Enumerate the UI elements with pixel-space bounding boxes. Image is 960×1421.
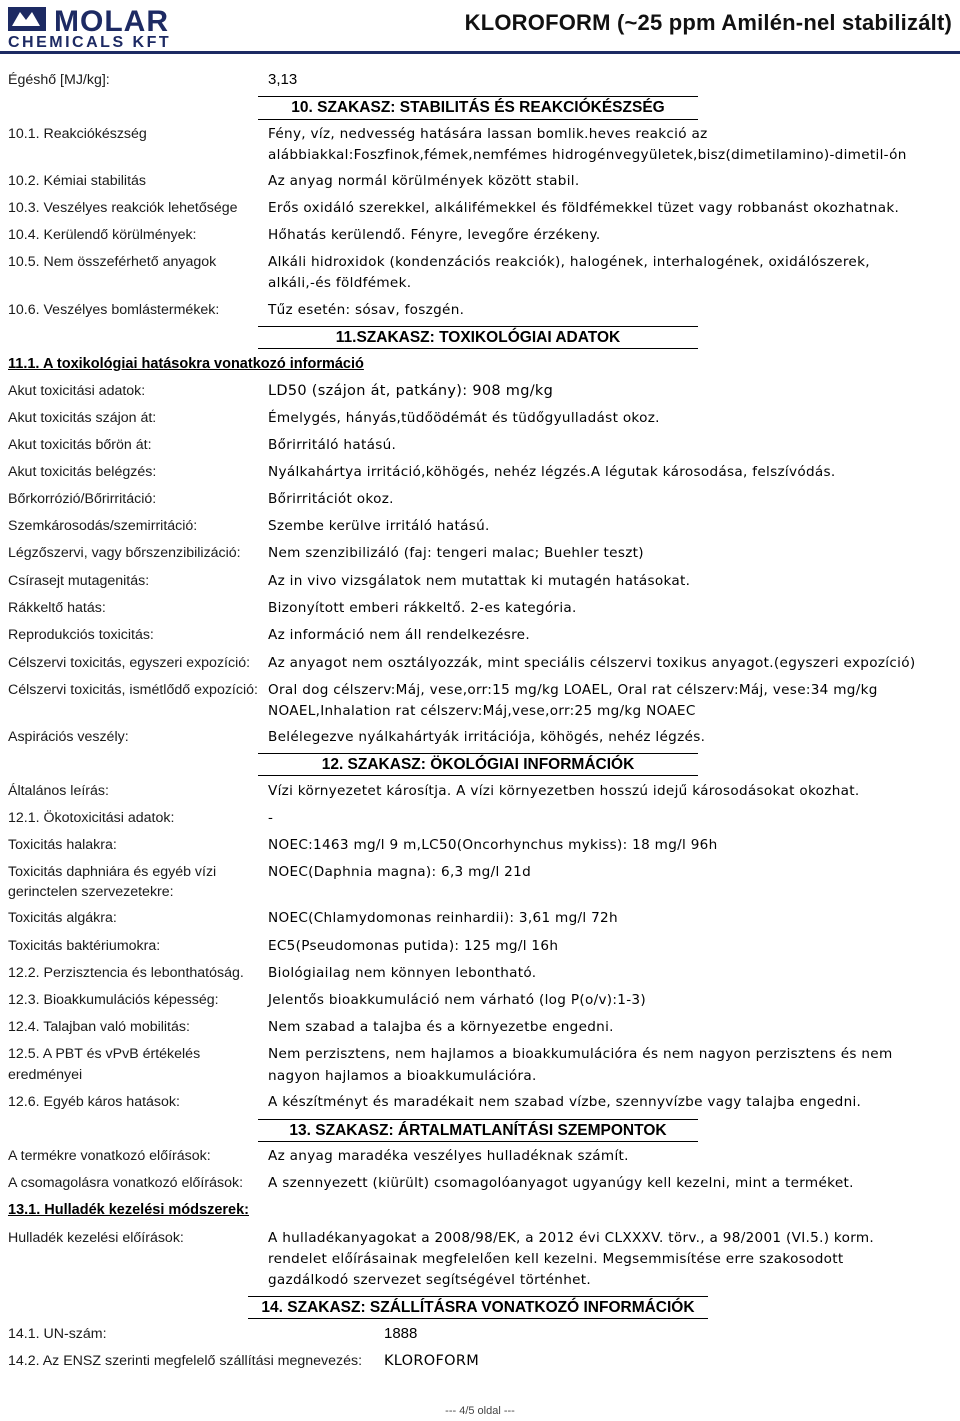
s10-value: Tűz esetén: sósav, foszgén. — [268, 302, 465, 318]
s11-value: Bőrirritáló hatású. — [268, 437, 397, 453]
s11-subheading: 11.1. A toxikológiai hatásokra vonatkozó információ — [8, 356, 364, 372]
s12-value: - — [268, 810, 274, 826]
s12-label: 12.3. Bioakkumulációs képesség: — [8, 992, 219, 1008]
svg-text:CHEMICALS KFT: CHEMICALS KFT — [8, 34, 172, 50]
s12-value: NOEC:1463 mg/l 9 m,LC50(Oncorhynchus mykiss): 18 mg/l 96h — [268, 837, 718, 853]
s12-label-cont: eredményei — [8, 1067, 83, 1083]
s12-value-cont: nagyon hajlamos a bioakkumulációra. — [268, 1068, 537, 1084]
waste-text: A hulladékanyagokat a 2008/98/EK, a 2012 évi CLXXXV. törv., a 98/2001 (VI.5.) korm. — [268, 1230, 875, 1246]
s12-value: Jelentős bioakkumuláció nem várható (log P(o/v):1-3) — [268, 992, 646, 1008]
s11-label: Szemkárosodás/szemirritáció: — [8, 518, 198, 534]
s11-label: Bőrkorrózió/Bőrirritáció: — [8, 491, 157, 507]
section-13-heading: 13. SZAKASZ: ÁRTALMATLANÍTÁSI SZEMPONTOK — [258, 1119, 698, 1142]
s12-label: 12.6. Egyéb káros hatások: — [8, 1094, 180, 1110]
s12-label: 12.4. Talajban való mobilitás: — [8, 1019, 190, 1035]
section-12-heading: 12. SZAKASZ: ÖKOLÓGIAI INFORMÁCIÓK — [258, 753, 698, 776]
s10-label: 10.3. Veszélyes reakciók lehetősége — [8, 200, 238, 216]
s12-label: Toxicitás daphniára és egyéb vízi — [8, 864, 217, 880]
section-14-heading: 14. SZAKASZ: SZÁLLÍTÁSRA VONATKOZÓ INFORMÁCIÓK — [248, 1296, 708, 1319]
s13-subheading: 13.1. Hulladék kezelési módszerek: — [8, 1202, 249, 1218]
calorific-label: Égéshő [MJ/kg]: — [8, 72, 110, 88]
s12-value: A készítményt és maradékait nem szabad vízbe, szennyvízbe vagy talajba engedni. — [268, 1094, 862, 1110]
s10-value: Hőhatás kerülendő. Fényre, levegőre érzékeny. — [268, 227, 601, 243]
header-divider — [0, 51, 960, 54]
s12-label: Általános leírás: — [8, 783, 109, 799]
waste-text: rendelet előírásainak megfelelően kell kezelni. Megsemmisítése erre szakosodott — [268, 1251, 844, 1267]
s13-value: Az anyag maradéka veszélyes hulladéknak számít. — [268, 1148, 629, 1164]
s12-label: 12.2. Perzisztencia és lebonthatóság. — [8, 965, 244, 981]
s12-label: Toxicitás baktériumokra: — [8, 938, 161, 954]
s11-label: Reprodukciós toxicitás: — [8, 627, 154, 643]
logo-mark-icon — [8, 7, 46, 31]
s12-value: NOEC(Chlamydomonas reinhardii): 3,61 mg/l 72h — [268, 910, 618, 926]
s11-value: Az információ nem áll rendelkezésre. — [268, 627, 530, 643]
s10-label: 10.4. Kerülendő körülmények: — [8, 227, 197, 243]
company-logo — [6, 4, 236, 50]
s10-value-cont: alábbiakkal:Foszfinok,fémek,nemfémes hidrogénvegyületek,bisz(dimetilamino)-dimetil-ón — [268, 147, 907, 163]
s14-label: 14.2. Az ENSZ szerinti megfelelő szállítási megnevezés: — [8, 1353, 363, 1369]
page-footer: --- 4/5 oldal --- — [445, 1405, 515, 1417]
s12-value: NOEC(Daphnia magna): 6,3 mg/l 21d — [268, 864, 532, 880]
un-number: 1888 — [384, 1325, 418, 1342]
s12-label: 12.1. Ökotoxicitási adatok: — [8, 810, 175, 826]
s12-value: Biológiailag nem könnyen lebontható. — [268, 965, 537, 981]
s13-label: A termékre vonatkozó előírások: — [8, 1148, 211, 1164]
s10-value: Erős oxidáló szerekkel, alkálifémekkel és földfémekkel tüzet vagy robbanást okozhatnak. — [268, 200, 900, 216]
s11-label: Légzőszervi, vagy bőrszenzibilizáció: — [8, 545, 241, 561]
s12-label: 12.5. A PBT és vPvB értékelés — [8, 1046, 201, 1062]
s10-label: 10.6. Veszélyes bomlástermékek: — [8, 302, 220, 318]
s12-label: Toxicitás algákra: — [8, 910, 117, 926]
s11-label: Célszervi toxicitás, egyszeri expozíció: — [8, 655, 251, 671]
s11-value: Az in vivo vizsgálatok nem mutattak ki mutagén hatásokat. — [268, 573, 691, 589]
calorific-value: 3,13 — [268, 71, 298, 88]
s12-value: EC5(Pseudomonas putida): 125 mg/l 16h — [268, 938, 559, 954]
s13-value: A szennyezett (kiürült) csomagolóanyagot ugyanúgy kell kezelni, mint a terméket. — [268, 1175, 854, 1191]
s14-label: 14.1. UN-szám: — [8, 1326, 107, 1342]
section-10-heading: 10. SZAKASZ: STABILITÁS ÉS REAKCIÓKÉSZSÉG — [258, 96, 698, 120]
s10-value: Fény, víz, nedvesség hatására lassan bomlik.heves reakció az — [268, 126, 708, 142]
s11-label: Célszervi toxicitás, ismétlődő expozíció: — [8, 682, 258, 698]
s11-value: Az anyagot nem osztályozzák, mint speciális célszervi toxikus anyagot.(egyszeri expozíció) — [268, 655, 916, 671]
s11-value: Émelygés, hányás,tüdőödémát és tüdőgyulladást okoz. — [268, 410, 660, 426]
s10-value: Alkáli hidroxidok (kondenzációs reakciók), halogének, interhalogének, oxidálószerek, — [268, 254, 870, 270]
svg-text:MOLAR: MOLAR — [54, 5, 169, 38]
waste-text: gazdálkodó szervezet segítségével történhet. — [268, 1272, 592, 1288]
s10-label: 10.1. Reakciókészség — [8, 126, 147, 142]
s11-label: Akut toxicitási adatok: — [8, 383, 146, 399]
s11-label: Akut toxicitás belégzés: — [8, 464, 157, 480]
s11-value: Oral dog célszerv:Máj, vese,orr:15 mg/kg LOAEL, Oral rat célszerv:Máj, vese:34 mg/kg — [268, 682, 878, 698]
s11-value-cont: NOAEL,Inhalation rat célszerv:Máj,vese,orr:25 mg/kg NOAEC — [268, 703, 696, 719]
s10-value-cont: alkáli,-és földfémek. — [268, 275, 412, 291]
s11-label: Aspirációs veszély: — [8, 729, 129, 745]
s10-label: 10.5. Nem összeférhető anyagok — [8, 254, 217, 270]
s11-value: Nyálkahártya irritáció,köhögés, nehéz légzés.A légutak károsodása, felszívódás. — [268, 464, 836, 480]
s12-value: Nem perzisztens, nem hajlamos a bioakkumulációra és nem nagyon perzisztens és nem — [268, 1046, 893, 1062]
document-title: KLOROFORM (~25 ppm Amilén-nel stabilizált) — [464, 10, 952, 35]
s11-label: Akut toxicitás bőrön át: — [8, 437, 152, 453]
s11-label: Akut toxicitás szájon át: — [8, 410, 157, 426]
s11-value: LD50 (szájon át, patkány): 908 mg/kg — [268, 383, 554, 399]
s13-label: A csomagolásra vonatkozó előírások: — [8, 1175, 244, 1191]
s11-value: Bizonyított emberi rákkeltő. 2-es kategória. — [268, 600, 577, 616]
s11-value: Nem szenzibilizáló (faj: tengeri malac; Buehler teszt) — [268, 545, 644, 561]
s10-value: Az anyag normál körülmények között stabil. — [268, 173, 580, 189]
s11-value: Belélegezve nyálkahártyák irritációja, köhögés, nehéz légzés. — [268, 729, 706, 745]
s11-value: Bőrirritációt okoz. — [268, 491, 394, 507]
shipping-name: KLOROFORM — [384, 1353, 480, 1369]
s12-label-cont: gerinctelen szervezetekre: — [8, 884, 174, 900]
section-11-heading: 11.SZAKASZ: TOXIKOLÓGIAI ADATOK — [258, 326, 698, 349]
waste-label: Hulladék kezelési előírások: — [8, 1230, 184, 1246]
s12-value: Nem szabad a talajba és a környezetbe engedni. — [268, 1019, 614, 1035]
s11-label: Rákkeltő hatás: — [8, 600, 106, 616]
s12-label: Toxicitás halakra: — [8, 837, 117, 853]
s11-value: Szembe kerülve irritáló hatású. — [268, 518, 490, 534]
s11-label: Csírasejt mutagenitás: — [8, 573, 150, 589]
s12-value: Vízi környezetet károsítja. A vízi környezetben hosszú idejű károsodásokat okozhat. — [268, 783, 860, 799]
s10-label: 10.2. Kémiai stabilitás — [8, 173, 147, 189]
